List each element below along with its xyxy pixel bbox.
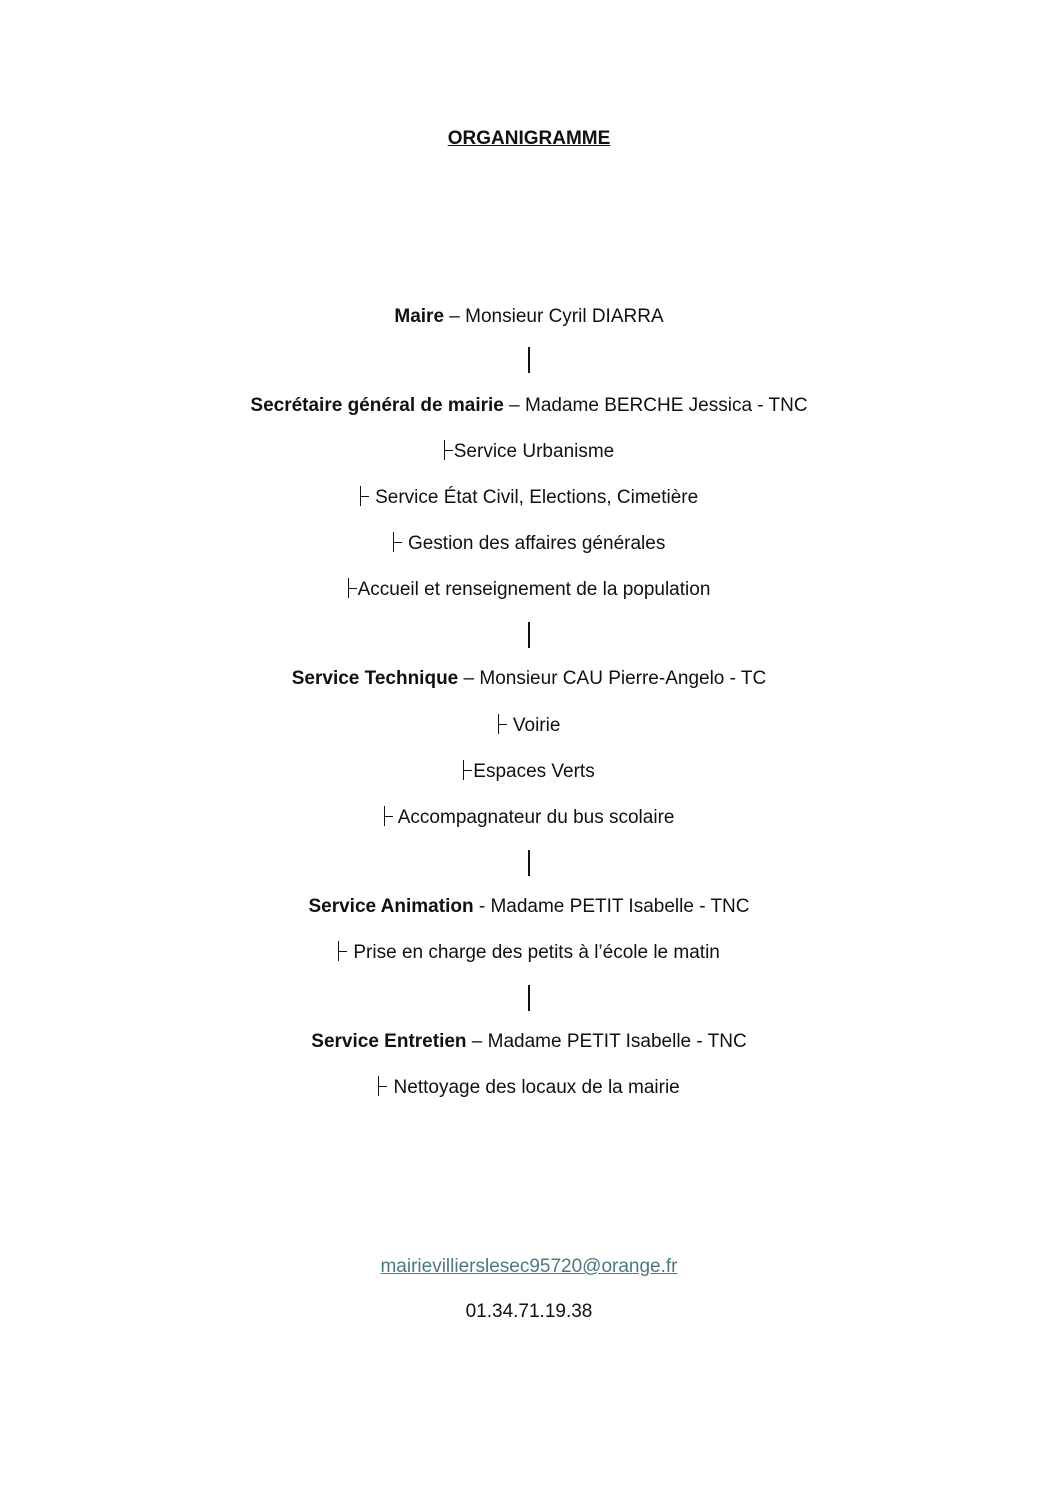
page-title: ORGANIGRAMME	[447, 128, 611, 149]
task-label: Service Urbanisme	[453, 441, 615, 462]
connector-line	[528, 850, 530, 876]
task-item	[0, 760, 1058, 784]
secretary-role: Secrétaire général de mairie	[250, 395, 504, 416]
task-item	[0, 532, 1058, 556]
mayor-name: Monsieur Cyril DIARRA	[465, 306, 664, 327]
technical-role: Service Technique	[291, 668, 459, 689]
connector-line	[528, 347, 530, 373]
mayor-line	[0, 305, 1058, 329]
task-item	[0, 486, 1058, 510]
branch-icon	[338, 941, 348, 961]
task-item	[0, 941, 1058, 965]
task-item	[0, 578, 1058, 602]
task-label: Service État Civil, Elections, Cimetière	[369, 487, 699, 508]
maintenance-name: Madame PETIT Isabelle - TNC	[487, 1031, 747, 1052]
technical-name: Monsieur CAU Pierre-Angelo - TC	[479, 668, 767, 689]
technical-separator: –	[458, 668, 480, 689]
task-label: Prise en charge des petits à l’école le matin	[348, 942, 720, 963]
branch-icon	[360, 486, 370, 506]
connector-line	[528, 622, 530, 648]
task-label: Accompagnateur du bus scolaire	[393, 807, 675, 828]
maintenance-line	[0, 1030, 1058, 1054]
email-link[interactable]	[0, 1255, 1058, 1279]
task-label: Nettoyage des locaux de la mairie	[388, 1077, 680, 1098]
animation-separator: -	[473, 896, 491, 917]
branch-icon	[393, 532, 403, 552]
task-item	[0, 1076, 1058, 1100]
maintenance-role: Service Entretien	[311, 1031, 467, 1052]
animation-name: Madame PETIT Isabelle - TNC	[490, 896, 750, 917]
branch-icon	[498, 714, 508, 734]
connector-line	[528, 985, 530, 1011]
task-item	[0, 440, 1058, 464]
task-label: Accueil et renseignement de la population	[357, 579, 711, 600]
animation-role: Service Animation	[308, 896, 474, 917]
task-item	[0, 806, 1058, 830]
animation-line	[0, 895, 1058, 919]
branch-icon	[348, 578, 358, 598]
technical-line	[0, 667, 1058, 691]
branch-icon	[378, 1076, 388, 1096]
task-label: Gestion des affaires générales	[402, 533, 666, 554]
branch-icon	[463, 760, 473, 780]
task-label: Espaces Verts	[473, 761, 595, 782]
branch-icon	[384, 806, 394, 826]
task-label: Voirie	[507, 715, 561, 736]
email-text[interactable]: mairievillierslesec95720@orange.fr	[380, 1256, 678, 1277]
mayor-separator: –	[444, 306, 466, 327]
maintenance-separator: –	[466, 1031, 488, 1052]
secretary-name: Madame BERCHE Jessica - TNC	[525, 395, 808, 416]
task-item	[0, 714, 1058, 738]
phone-number: 01.34.71.19.38	[465, 1301, 593, 1322]
mayor-role: Maire	[394, 306, 445, 327]
branch-icon	[444, 440, 454, 460]
secretary-line	[0, 394, 1058, 418]
secretary-separator: –	[503, 395, 525, 416]
